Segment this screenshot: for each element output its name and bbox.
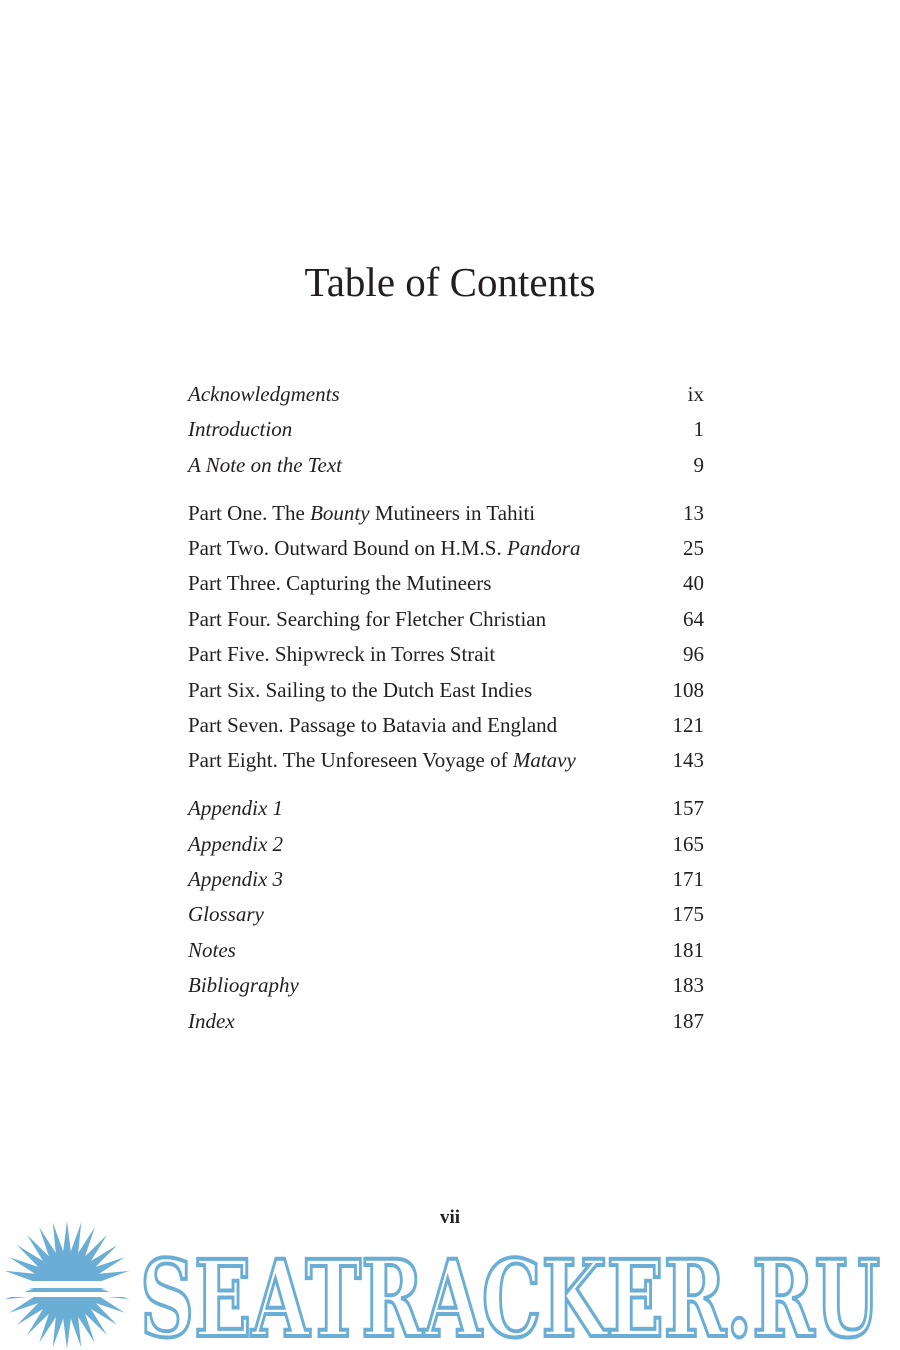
toc-entry-page: 108 [672, 677, 704, 702]
toc-entry-page: 25 [683, 536, 704, 561]
toc-entry-title: Notes [188, 937, 236, 962]
toc-entry-title: Appendix 3 [188, 867, 284, 892]
toc-entry-title: Appendix 2 [188, 831, 284, 856]
toc-entry-part-five[interactable] [188, 637, 704, 672]
toc-entry-bibliography[interactable] [188, 968, 704, 1003]
page-number: vii [439, 1207, 461, 1228]
toc-entry-page: 40 [683, 571, 704, 596]
toc-entry-part-four[interactable] [188, 602, 704, 637]
toc-entry-page: 13 [683, 500, 704, 525]
toc-entry-introduction[interactable] [188, 412, 704, 447]
toc-entry-appendix-2[interactable] [188, 827, 704, 862]
toc-entry-title: Part Four. Searching for Fletcher Christian [188, 606, 547, 631]
toc-entry-page: 96 [683, 642, 704, 667]
toc-entry-title: Acknowledgments [188, 382, 340, 406]
back-matter-list [188, 791, 704, 1039]
toc-entry-page: 175 [672, 902, 704, 927]
toc-entry-part-one[interactable] [188, 496, 704, 531]
page-title: Table of Contents [304, 259, 596, 305]
toc-entry-title: Bibliography [188, 973, 299, 998]
watermark [0, 1218, 900, 1350]
horizon-band [0, 1281, 135, 1288]
toc-entry-page: 9 [693, 452, 704, 477]
watermark-text: SEATRACKER.RU [140, 1236, 880, 1350]
toc-entry-title: Part Seven. Passage to Batavia and England [188, 713, 558, 738]
sun-icon [0, 1221, 135, 1349]
toc-entry-title: Introduction [188, 417, 293, 442]
toc-entry-page: 187 [672, 1008, 704, 1033]
toc-entry-page: 181 [672, 937, 704, 962]
toc-entry-index[interactable] [188, 1004, 704, 1039]
toc-entry-title: A Note on the Text [188, 452, 342, 477]
toc-entry-page: 64 [683, 606, 704, 631]
toc-entry-page: ix [687, 382, 704, 406]
toc-entry-part-eight[interactable] [188, 743, 704, 778]
toc-entry-title: Glossary [188, 902, 264, 927]
toc-entry-title: Part Six. Sailing to the Dutch East Indies [188, 677, 533, 702]
front-matter-list [188, 377, 704, 483]
toc-entry-appendix-3[interactable] [188, 862, 704, 897]
toc-entry-page: 183 [672, 973, 704, 998]
toc-entry-title: Part Three. Capturing the Mutineers [188, 571, 492, 596]
toc-entry-page: 121 [672, 713, 704, 738]
horizon-band [0, 1292, 135, 1297]
toc-entry-part-six[interactable] [188, 673, 704, 708]
toc-entry-part-seven[interactable] [188, 708, 704, 743]
toc-entry-page: 143 [672, 748, 704, 773]
toc-entry-title: Appendix 1 [188, 796, 284, 821]
toc-entry-title: Part Two. Outward Bound on H.M.S. Pandora [188, 536, 581, 561]
toc-entry-notes[interactable] [188, 933, 704, 968]
toc-entry-title: Part Eight. The Unforeseen Voyage of Matavy [188, 748, 576, 773]
toc-entry-title: Part One. The Bounty Mutineers in Tahiti [188, 500, 536, 525]
toc-entry-appendix-1[interactable] [188, 791, 704, 826]
toc-entry-acknowledgments[interactable] [188, 377, 704, 412]
parts-list [188, 496, 704, 779]
toc-entry-page: 1 [693, 417, 704, 442]
toc-entry-title: Part Five. Shipwreck in Torres Strait [188, 642, 496, 667]
toc-entry-glossary[interactable] [188, 897, 704, 932]
toc-entry-note-on-text[interactable] [188, 448, 704, 483]
toc-entry-part-two[interactable] [188, 531, 704, 566]
toc-entry-part-three[interactable] [188, 566, 704, 601]
toc-entry-page: 157 [672, 796, 704, 821]
toc-entry-page: 165 [672, 831, 704, 856]
toc-entry-title: Index [188, 1008, 235, 1033]
table-of-contents [188, 377, 704, 1039]
toc-entry-page: 171 [672, 867, 704, 892]
